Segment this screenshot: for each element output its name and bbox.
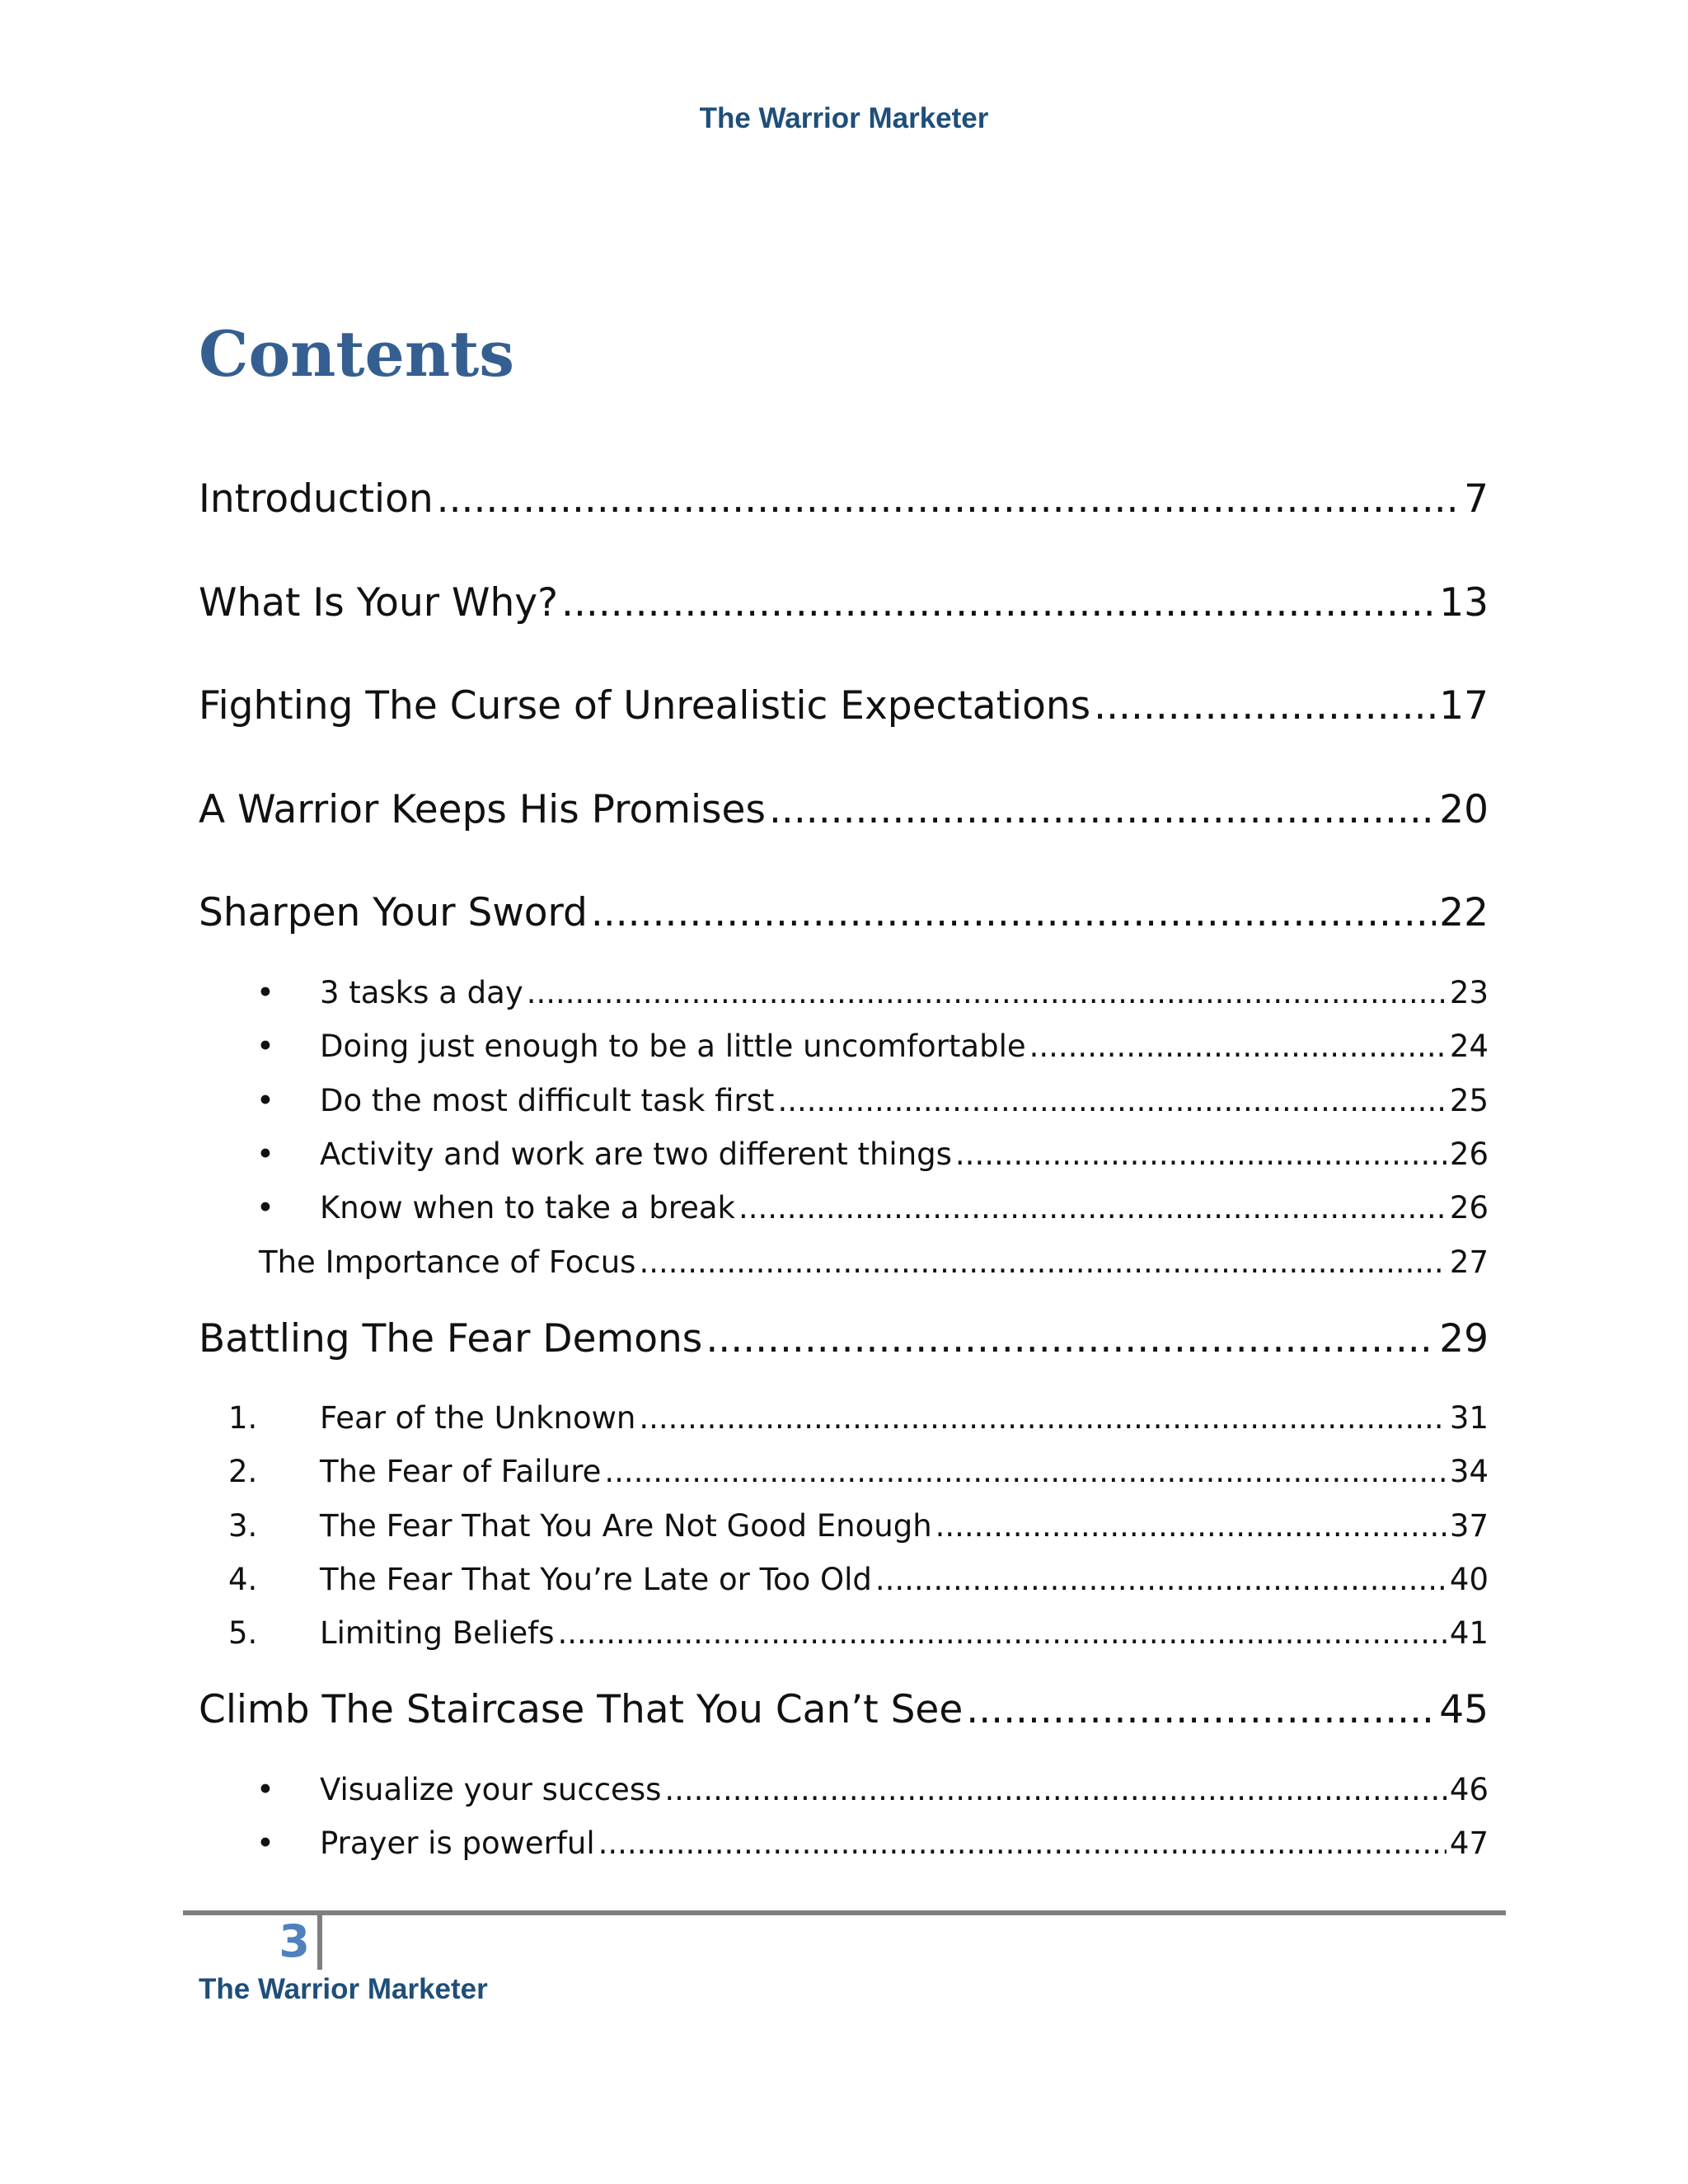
toc-entry-title: Fear of the Unknown [320,1400,636,1436]
toc-page-number: 23 [1449,975,1489,1010]
footer-page-number: 3 [279,1915,310,1967]
toc-subentry-visualize-success[interactable] [199,1772,1489,1807]
bullet-marker: • [256,975,274,1010]
dot-leader [769,787,1436,832]
dot-leader [738,1190,1447,1226]
toc-entry-title: The Fear of Failure [320,1454,602,1489]
number-marker: 2. [228,1454,258,1489]
dot-leader [875,1562,1447,1597]
toc-page-number: 17 [1439,683,1489,729]
toc-page-number: 47 [1449,1825,1489,1861]
toc-entry-title: Limiting Beliefs [320,1615,555,1651]
dot-leader [935,1508,1447,1544]
bullet-marker: • [256,1772,274,1807]
toc-page-number: 26 [1449,1190,1489,1226]
toc-page-number: 46 [1449,1772,1489,1807]
toc-subentry-prayer-is-powerful[interactable] [199,1825,1489,1861]
toc-page-number: 40 [1449,1562,1489,1597]
toc-page-number: 25 [1449,1083,1489,1118]
toc-page-number: 37 [1449,1508,1489,1544]
dot-leader [777,1083,1446,1118]
toc-subentry-most-difficult-first[interactable] [199,1083,1489,1118]
toc-page-number: 7 [1464,476,1489,522]
toc-page-number: 26 [1449,1137,1489,1172]
number-marker: 1. [228,1400,258,1436]
number-marker: 3. [228,1508,258,1544]
toc-entry-title: Doing just enough to be a little uncomfortable [320,1029,1026,1064]
dot-leader [1094,683,1436,729]
toc-entry-title: Battling The Fear Demons [199,1316,703,1361]
dot-leader [598,1825,1447,1861]
dot-leader [706,1316,1436,1361]
bullet-marker: • [256,1190,274,1226]
page-header: The Warrior Marketer [699,102,989,134]
toc-page-number: 27 [1449,1244,1489,1280]
dot-leader [527,975,1447,1010]
toc-entry-title: What Is Your Why? [199,580,559,626]
toc-entry-climb-the-staircase[interactable] [199,1687,1489,1732]
dot-leader [557,1615,1446,1651]
toc-subentry-activity-and-work[interactable] [199,1137,1489,1172]
toc-entry-introduction[interactable] [199,476,1489,522]
toc-subentry-limiting-beliefs[interactable] [199,1615,1489,1651]
dot-leader [664,1772,1447,1807]
toc-entry-title: The Fear That You’re Late or Too Old [320,1562,872,1597]
toc-entry-title: Prayer is powerful [320,1825,595,1861]
toc-subentry-doing-just-enough[interactable] [199,1029,1489,1064]
dot-leader [639,1400,1447,1436]
dot-leader [639,1244,1446,1280]
contents-heading: Contents [199,317,515,391]
number-marker: 4. [228,1562,258,1597]
toc-entry-title: A Warrior Keeps His Promises [199,787,766,832]
bullet-marker: • [256,1083,274,1118]
toc-page-number: 24 [1449,1029,1489,1064]
toc-subentry-late-or-too-old[interactable] [199,1562,1489,1597]
toc-page-number: 22 [1439,890,1489,935]
dot-leader [604,1454,1447,1489]
toc-entry-title: Visualize your success [320,1772,662,1807]
toc-entry-warrior-keeps-promises[interactable] [199,787,1489,832]
dot-leader [1029,1029,1447,1064]
toc-entry-sharpen-your-sword[interactable] [199,890,1489,935]
toc-entry-title: Sharpen Your Sword [199,890,588,935]
dot-leader [966,1687,1436,1732]
toc-page-number: 41 [1449,1615,1489,1651]
toc-entry-title: Activity and work are two different things [320,1137,952,1172]
toc-entry-what-is-your-why[interactable] [199,580,1489,626]
footer-vertical-divider [317,1914,322,1970]
toc-subentry-take-a-break[interactable] [199,1190,1489,1226]
number-marker: 5. [228,1615,258,1651]
toc-page-number: 45 [1439,1687,1489,1732]
toc-entry-title: Introduction [199,476,434,522]
toc-page-number: 20 [1439,787,1489,832]
bullet-marker: • [256,1825,274,1861]
dot-leader [591,890,1436,935]
toc-page-number: 13 [1439,580,1489,626]
bullet-marker: • [256,1137,274,1172]
toc-entry-title: 3 tasks a day [320,975,523,1010]
toc-entry-title: The Fear That You Are Not Good Enough [320,1508,932,1544]
toc-entry-title: The Importance of Focus [259,1244,636,1280]
footer-title: The Warrior Marketer [199,1973,488,2005]
dot-leader [437,476,1461,522]
toc-subentry-fear-of-failure[interactable] [199,1454,1489,1489]
toc-entry-battling-fear-demons[interactable] [199,1316,1489,1361]
toc-subentry-3-tasks[interactable] [199,975,1489,1010]
toc-entry-title: Climb The Staircase That You Can’t See [199,1687,964,1732]
toc-page-number: 34 [1449,1454,1489,1489]
toc-entry-title: Fighting The Curse of Unrealistic Expectations [199,683,1091,729]
dot-leader [561,580,1436,626]
toc-entry-fighting-the-curse[interactable] [199,683,1489,729]
bullet-marker: • [256,1029,274,1064]
toc-subentry-not-good-enough[interactable] [199,1508,1489,1544]
dot-leader [955,1137,1447,1172]
footer-divider [183,1910,1506,1915]
toc-subentry-importance-of-focus[interactable] [259,1244,1489,1280]
toc-entry-title: Do the most difficult task first [320,1083,775,1118]
toc-page-number: 29 [1439,1316,1489,1361]
toc-entry-title: Know when to take a break [320,1190,735,1226]
toc-subentry-fear-of-unknown[interactable] [199,1400,1489,1436]
toc-page-number: 31 [1449,1400,1489,1436]
